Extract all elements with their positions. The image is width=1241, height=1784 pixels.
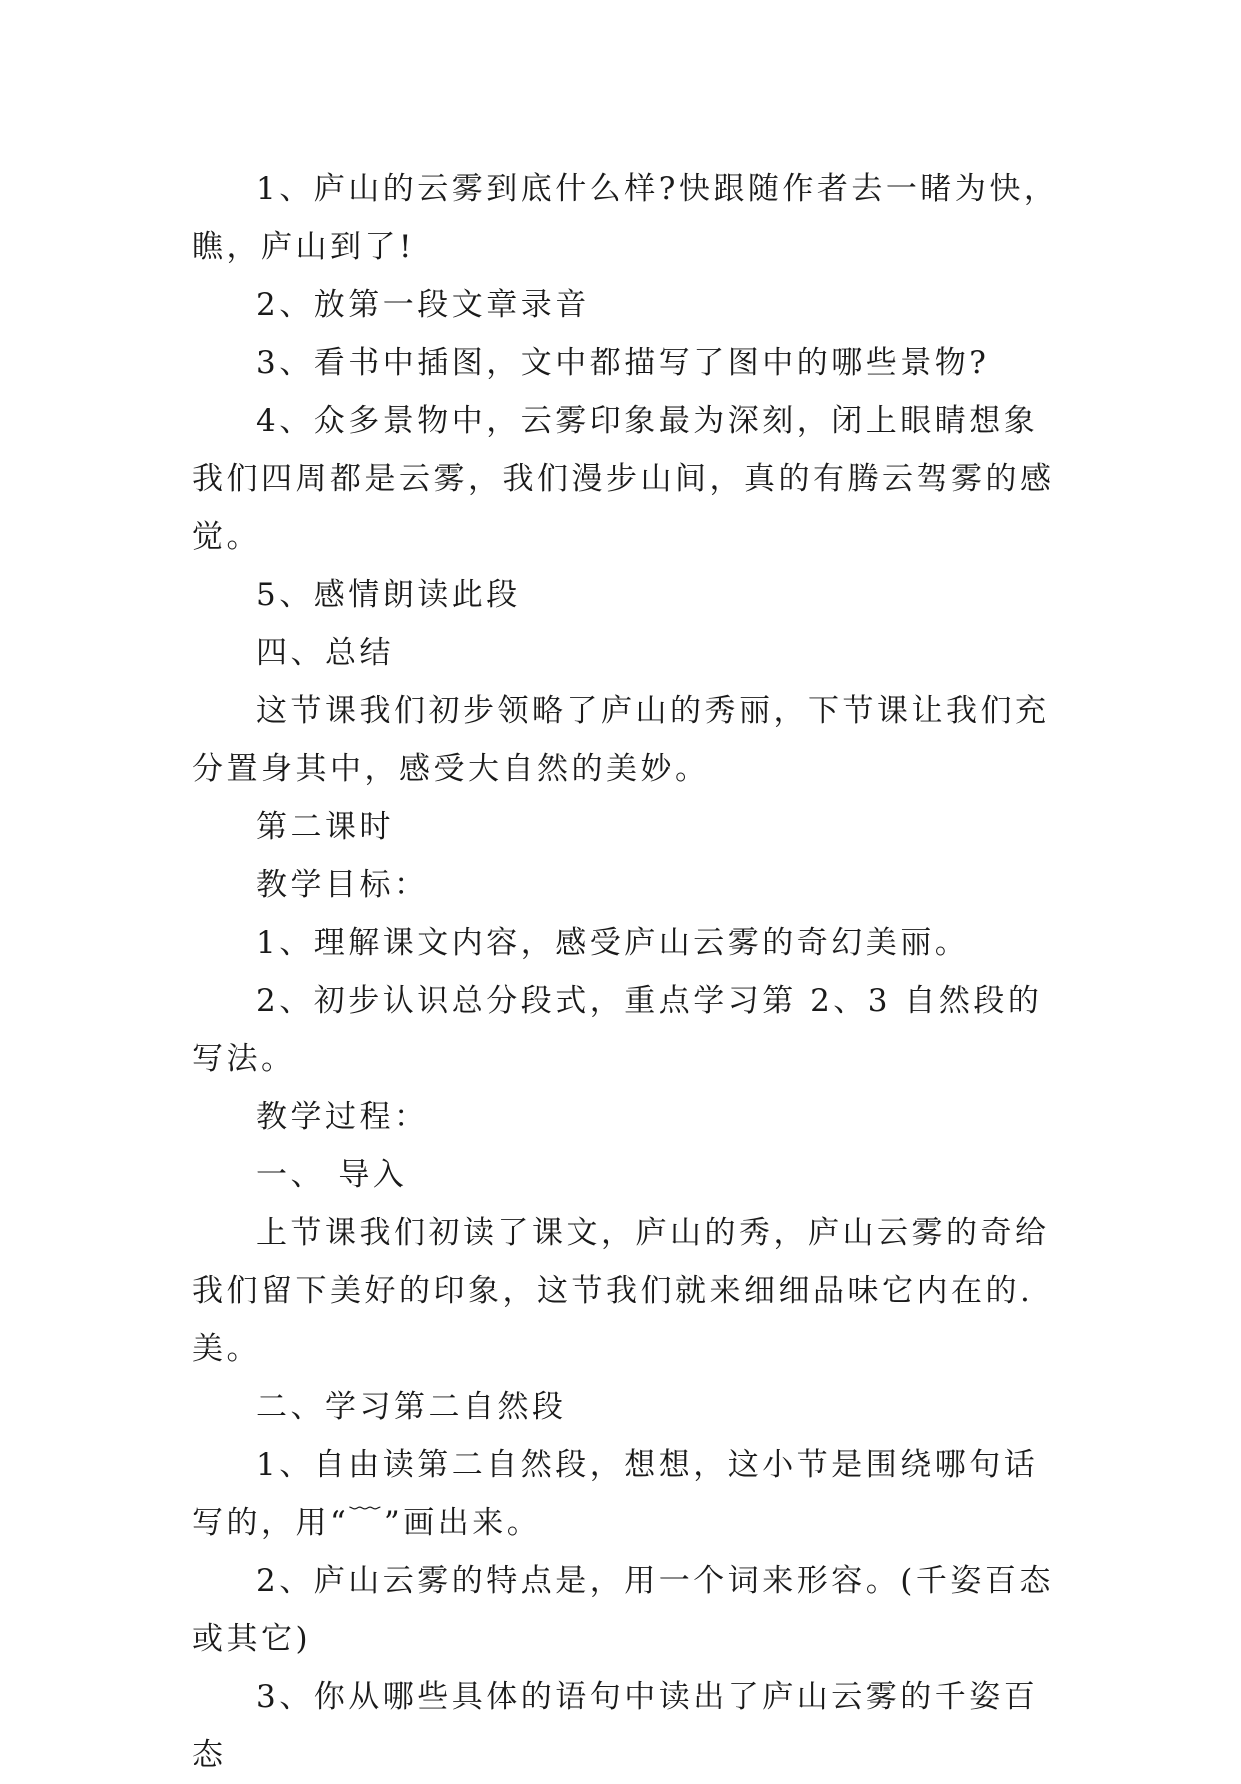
section-heading-summary: 四、总结 [256,635,394,671]
paragraph-4: 4、众多景物中，云雾印象最为深刻，闭上眼睛想象我们四周都是云雾，我们漫步山间，真的有腾云驾雾的感觉。 [192,403,1055,555]
goal-item-2: 2、初步认识总分段式，重点学习第 2、3 自然段的写法。 [192,983,1043,1077]
section-heading-intro: 一、 导入 [256,1157,408,1193]
lesson-heading: 第二课时 [256,809,394,845]
paragraph-summary: 这节课我们初步领略了庐山的秀丽，下节课让我们充分置身其中，感受大自然的美妙。 [192,693,1050,787]
study-item-2: 2、庐山云雾的特点是，用一个词来形容。(千姿百态或其它) [192,1563,1054,1657]
paragraph-3: 3、看书中插图，文中都描写了图中的哪些景物? [256,345,990,381]
paragraph-2: 2、放第一段文章录音 [256,287,590,323]
goal-item-1: 1、理解课文内容，感受庐山云雾的奇幻美丽。 [256,925,970,961]
paragraph-1: 1、庐山的云雾到底什么样?快跟随作者去一睹为快，瞧，庐山到了! [192,171,1059,265]
study-item-1: 1、自由读第二自然段，想想，这小节是围绕哪句话写的，用“﹋”画出来。 [192,1447,1039,1541]
paragraph-5: 5、感情朗读此段 [256,577,521,613]
section-heading-study: 二、学习第二自然段 [256,1389,567,1425]
study-item-3: 3、你从哪些具体的语句中读出了庐山云雾的千姿百态 [192,1679,1039,1773]
process-heading: 教学过程： [256,1099,429,1135]
paragraph-intro: 上节课我们初读了课文，庐山的秀，庐山云雾的奇给我们留下美好的印象，这节我们就来细细品味它内在的.美。 [192,1215,1050,1367]
goals-heading: 教学目标： [256,867,429,903]
document-body [192,160,1067,1784]
